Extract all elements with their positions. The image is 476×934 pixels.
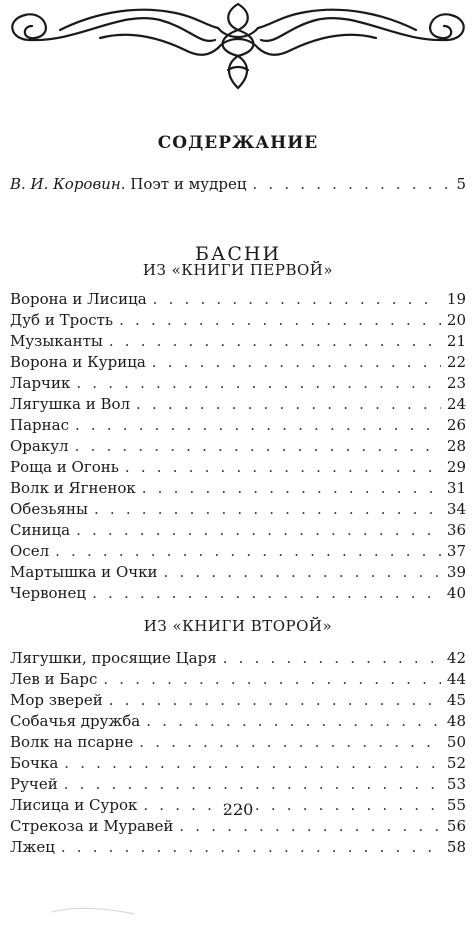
entry-page: 23 <box>446 374 466 392</box>
entry-page: 37 <box>446 542 466 560</box>
dot-leader <box>119 311 441 329</box>
toc-entry[interactable] <box>10 479 466 500</box>
dot-leader <box>75 416 441 434</box>
toc-entry[interactable] <box>10 733 466 754</box>
entry-page: 34 <box>446 500 466 518</box>
entry-page: 36 <box>446 521 466 539</box>
dot-leader <box>152 353 441 371</box>
entry-title: Собачья дружба <box>10 712 141 730</box>
dot-leader <box>103 670 441 688</box>
entry-title: Волк и Ягненок <box>10 479 136 497</box>
dot-leader <box>109 691 441 709</box>
entry-title: Ворона и Курица <box>10 353 146 371</box>
dot-leader <box>64 775 441 793</box>
toc-entry[interactable] <box>10 817 466 838</box>
book2-heading: ИЗ «КНИГИ ВТОРОЙ» <box>143 617 333 635</box>
entry-page: 22 <box>446 353 466 371</box>
dot-leader <box>125 458 441 476</box>
entry-title: Лев и Барс <box>10 670 98 688</box>
entry-page: 39 <box>446 563 466 581</box>
entry-page: 45 <box>446 691 466 709</box>
contents-title: СОДЕРЖАНИЕ <box>157 133 319 153</box>
entry-page: 20 <box>446 311 466 329</box>
entry-page: 52 <box>446 754 466 772</box>
toc-entry[interactable] <box>10 353 466 374</box>
entry-title: Музыканты <box>10 332 103 350</box>
dot-leader <box>55 542 441 560</box>
dot-leader <box>179 817 441 835</box>
toc-entry[interactable] <box>10 311 466 332</box>
entry-title: Ларчик <box>10 374 71 392</box>
entry-title: Мор зверей <box>10 691 103 709</box>
toc-entry[interactable] <box>10 374 466 395</box>
entry-title: Бочка <box>10 754 59 772</box>
toc-entry[interactable] <box>10 649 466 670</box>
dot-leader <box>109 332 441 350</box>
toc-entry[interactable] <box>10 521 466 542</box>
dot-leader <box>64 754 441 772</box>
dot-leader <box>94 500 441 518</box>
entry-page: 56 <box>446 817 466 835</box>
section-title-basni: БАСНИ <box>194 243 282 265</box>
dot-leader <box>76 521 441 539</box>
entry-page: 55 <box>446 796 466 814</box>
entry-title: Лисица и Сурок <box>10 796 138 814</box>
dot-leader <box>146 712 441 730</box>
entry-title: Лягушка и Вол <box>10 395 131 413</box>
entry-page: 19 <box>446 290 466 308</box>
toc-entry[interactable] <box>10 670 466 691</box>
page-number: 220 <box>222 800 254 819</box>
toc-entry[interactable] <box>10 584 466 605</box>
dot-leader <box>136 395 441 413</box>
toc-entry[interactable] <box>10 754 466 775</box>
entry-title: Червонец <box>10 584 87 602</box>
entry-page: 21 <box>446 332 466 350</box>
entry-page: 24 <box>446 395 466 413</box>
entry-page: 44 <box>446 670 466 688</box>
toc-entry[interactable] <box>10 458 466 479</box>
entry-title: Лягушки, просящие Царя <box>10 649 217 667</box>
toc-entry[interactable] <box>10 416 466 437</box>
dot-leader <box>76 374 441 392</box>
toc-entry[interactable] <box>10 563 466 584</box>
entry-page: 58 <box>446 838 466 856</box>
entry-title: Парнас <box>10 416 69 434</box>
entry-title: Обезьяны <box>10 500 88 518</box>
entry-title: Оракул <box>10 437 69 455</box>
dot-leader <box>223 649 441 667</box>
entry-page: 26 <box>446 416 466 434</box>
entry-title: Стрекоза и Муравей <box>10 817 174 835</box>
toc-entry[interactable] <box>10 712 466 733</box>
entry-title: Синица <box>10 521 71 539</box>
toc-entry[interactable] <box>10 500 466 521</box>
entry-title: Дуб и Трость <box>10 311 114 329</box>
entry-title: Мартышка и Очки <box>10 563 158 581</box>
pencil-mark <box>50 900 140 920</box>
dot-leader <box>75 437 441 455</box>
entry-title: Ворона и Лисица <box>10 290 147 308</box>
entry-page: 29 <box>446 458 466 476</box>
intro-author: В. И. Коровин. <box>10 175 126 193</box>
entry-title: Лжец <box>10 838 55 856</box>
toc-entry[interactable] <box>10 332 466 353</box>
entry-page: 31 <box>446 479 466 497</box>
decorative-ornament <box>0 0 476 92</box>
dot-leader <box>61 838 441 856</box>
entry-page: 42 <box>446 649 466 667</box>
dot-leader <box>142 479 441 497</box>
toc-entry[interactable] <box>10 838 466 859</box>
entry-page: 28 <box>446 437 466 455</box>
toc-intro-entry[interactable] <box>10 175 466 196</box>
dot-leader <box>153 290 441 308</box>
entry-page: 53 <box>446 775 466 793</box>
toc-entry[interactable] <box>10 437 466 458</box>
toc-entry[interactable] <box>10 395 466 416</box>
dot-leader <box>92 584 441 602</box>
entry-title: Осел <box>10 542 50 560</box>
book1-heading: ИЗ «КНИГИ ПЕРВОЙ» <box>142 261 334 279</box>
toc-entry[interactable] <box>10 290 466 311</box>
entry-title: Ручей <box>10 775 58 793</box>
intro-title: Поэт и мудрец <box>130 175 247 193</box>
entry-title: Роща и Огонь <box>10 458 119 476</box>
entry-page: 48 <box>446 712 466 730</box>
dot-leader <box>139 733 441 751</box>
intro-page: 5 <box>456 175 466 193</box>
dot-leader <box>164 563 441 581</box>
entry-page: 50 <box>446 733 466 751</box>
toc-entry[interactable] <box>10 775 466 796</box>
entry-page: 40 <box>446 584 466 602</box>
dot-leader <box>252 175 450 193</box>
entry-title: Волк на псарне <box>10 733 134 751</box>
toc-entry[interactable] <box>10 542 466 563</box>
toc-entry[interactable] <box>10 691 466 712</box>
